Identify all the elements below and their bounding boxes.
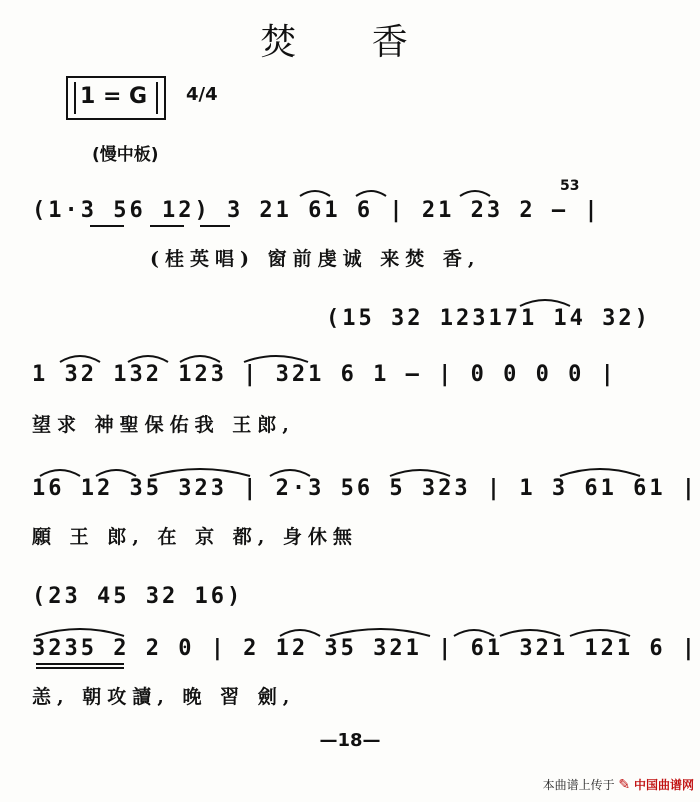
time-signature: 4/4 <box>186 84 218 105</box>
system-4-lyrics: 恙, 朝攻讀, 晚 習 劍, <box>32 686 296 708</box>
slur-mark <box>270 470 310 476</box>
slur-mark <box>520 300 570 306</box>
page-title: 焚 香 <box>260 22 440 63</box>
key-signature: 1 = G <box>80 84 148 109</box>
slur-mark <box>244 356 308 362</box>
slur-mark <box>128 356 168 362</box>
tempo-marking: (慢中板) <box>92 145 159 165</box>
system-4-notes: 3235 2 2 0 | 2 12 35 321 | 61 321 121 6 | <box>32 636 699 661</box>
system-2-lyrics: 望求 神聖保佑我 王郎, <box>32 414 295 436</box>
slur-mark <box>40 470 80 476</box>
slur-mark <box>96 470 136 476</box>
slur-mark <box>570 630 630 636</box>
footer-uploaded-text: 本曲谱上传于 <box>542 778 615 792</box>
site-logo-icon: ✎ <box>618 777 631 793</box>
system-1-grace-notes: 53 <box>560 178 580 194</box>
slur-mark <box>454 630 494 636</box>
slur-mark <box>150 469 250 476</box>
system-2-accompaniment: (15 32 123171 14 32) <box>326 306 651 331</box>
system-2-notes: 1 32 132 123 | 321 6 1 — | 0 0 0 0 | <box>32 362 617 387</box>
slur-mark <box>390 470 450 476</box>
slur-mark <box>300 191 330 196</box>
slur-mark <box>180 356 220 362</box>
slur-mark <box>280 630 320 636</box>
slur-mark <box>36 629 124 636</box>
slur-mark <box>330 629 430 636</box>
system-3-notes: 16 12 35 323 | 2·3 56 5 323 | 1 3 61 61 | <box>32 476 699 501</box>
system-4-accompaniment: (23 45 32 16) <box>32 584 244 609</box>
slur-mark <box>60 356 100 362</box>
system-1-lyrics: (桂英唱) 窗前虔诚 来焚 香, <box>150 248 481 270</box>
system-3-lyrics: 願 王 郎, 在 京 都, 身休無 <box>32 526 358 548</box>
slur-mark <box>460 191 490 196</box>
system-1-notes: (1·3 56 12) 3 21 61 6 | 21 23 2 — | <box>32 198 601 223</box>
footer-watermark <box>543 776 694 793</box>
slur-mark <box>500 630 560 636</box>
slur-mark <box>356 191 386 196</box>
slur-mark <box>560 469 640 476</box>
page-number: —18— <box>319 730 381 751</box>
footer-site-name: 中国曲谱网 <box>633 778 694 792</box>
